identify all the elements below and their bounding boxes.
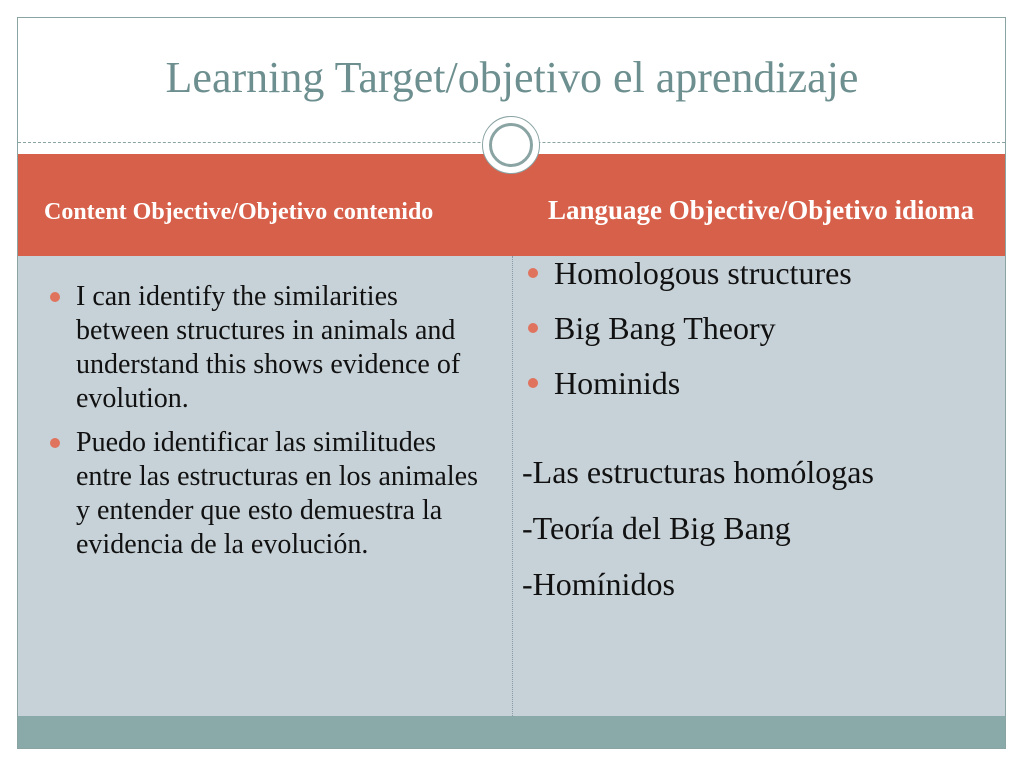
bullet-dot-icon: [528, 268, 538, 278]
spanish-term: -Las estructuras homólogas: [522, 454, 874, 490]
language-bullet-text: Hominids: [554, 365, 681, 401]
language-objective-cell: [522, 254, 992, 618]
column-divider: [512, 256, 513, 716]
content-objective-header: Content Objective/Objetivo contenido: [44, 199, 434, 225]
content-objective-cell: [48, 280, 498, 572]
circle-ornament: [482, 116, 540, 174]
language-bullet-text: Homologous structures: [554, 255, 852, 291]
bullet-dot-icon: [50, 438, 60, 448]
objectives-table: [18, 154, 1005, 716]
content-bullet-text: I can identify the similarities between structures in animals and understand this shows evidence of evolution.: [76, 281, 461, 414]
list-item: [48, 426, 498, 562]
list-item: [522, 309, 992, 347]
slide-title: Learning Target/objetivo el aprendizaje: [165, 53, 859, 102]
spanish-term: -Teoría del Big Bang: [522, 510, 791, 546]
language-objective-header: Language Objective/Objetivo idioma: [548, 195, 974, 225]
spanish-term: -Homínidos: [522, 566, 675, 602]
language-bullet-text: Big Bang Theory: [554, 310, 776, 346]
content-bullet-text: Puedo identificar las similitudes entre las estructuras en los animales y entender que esto demuestra la evidencia de la evolución.: [76, 427, 478, 560]
bullet-dot-icon: [528, 323, 538, 333]
list-item: [48, 280, 498, 416]
list-item: [522, 364, 992, 402]
spanish-terms: [522, 450, 992, 606]
bullet-dot-icon: [50, 292, 60, 302]
footer-bar: [18, 716, 1005, 748]
list-item: [522, 254, 992, 292]
bullet-dot-icon: [528, 378, 538, 388]
